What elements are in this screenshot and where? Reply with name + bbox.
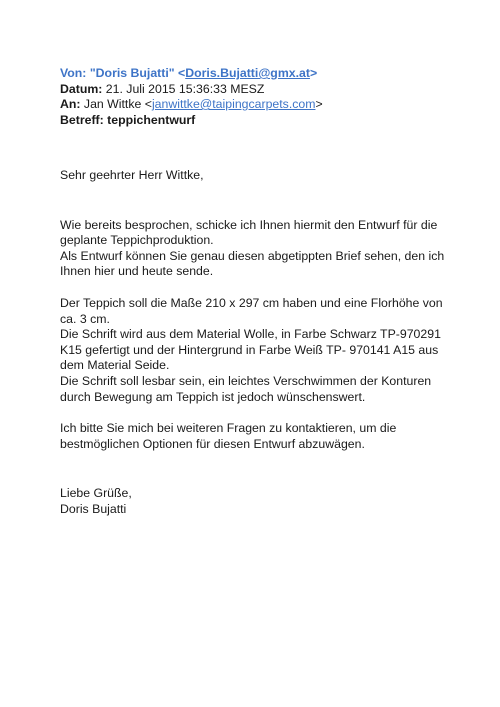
to-line: An: Jan Wittke <janwittke@taipingcarpets.com> xyxy=(60,97,323,111)
body-line: dem Material Seide. xyxy=(60,358,170,373)
email-header xyxy=(60,66,323,128)
body-line: Die Schrift wird aus dem Material Wolle, in Farbe Schwarz TP-970291 xyxy=(60,327,441,342)
body-line: ca. 3 cm. xyxy=(60,311,110,326)
body-line: durch Bewegung am Teppich ist jedoch wünschenswert. xyxy=(60,389,366,404)
body-line: Als Entwurf können Sie genau diesen abgetippten Brief sehen, den ich xyxy=(60,248,445,263)
body-line: Ihnen hier und heute sende. xyxy=(60,264,214,279)
body-line: Ich bitte Sie mich bei weiteren Fragen zu kontaktieren, um die xyxy=(60,421,397,436)
body-line: K15 gefertigt und der Hintergrund in Farbe Weiß TP- 970141 A15 aus xyxy=(60,342,439,357)
subject-line xyxy=(60,113,323,129)
body-line: Der Teppich soll die Maße 210 x 297 cm haben und eine Florhöhe von xyxy=(60,295,443,310)
body-line: Wie bereits besprochen, schicke ich Ihnen hiermit den Entwurf für die xyxy=(60,217,438,232)
salutation: Sehr geehrter Herr Wittke, xyxy=(60,168,204,182)
subject-label: Betreff: xyxy=(60,112,104,127)
to-email-link[interactable]: janwittke@taipingcarpets.com xyxy=(151,97,316,111)
date-value: 21. Juli 2015 15:36:33 MESZ xyxy=(105,81,265,96)
to-name: Jan Wittke xyxy=(83,97,142,111)
closing: Liebe Grüße, xyxy=(60,486,132,501)
date-label: Datum: xyxy=(60,81,103,96)
signature: Doris Bujatti xyxy=(60,501,127,516)
from-email-link[interactable]: Doris.Bujatti@gmx.at xyxy=(185,66,310,80)
to-label: An: xyxy=(60,97,81,111)
from-name: "Doris Bujatti" xyxy=(89,66,175,80)
date-line xyxy=(60,82,323,98)
email-body xyxy=(60,168,460,518)
body-line: Die Schrift soll lesbar sein, ein leichtes Verschwimmen der Konturen xyxy=(60,373,432,388)
from-line: Von: "Doris Bujatti" <Doris.Bujatti@gmx.at> xyxy=(60,66,318,80)
from-label: Von: xyxy=(60,66,87,80)
body-line: geplante Teppichproduktion. xyxy=(60,233,214,248)
subject-value: teppichentwurf xyxy=(107,112,196,127)
body-line: bestmöglichen Optionen für diesen Entwurf abzuwägen. xyxy=(60,436,365,451)
